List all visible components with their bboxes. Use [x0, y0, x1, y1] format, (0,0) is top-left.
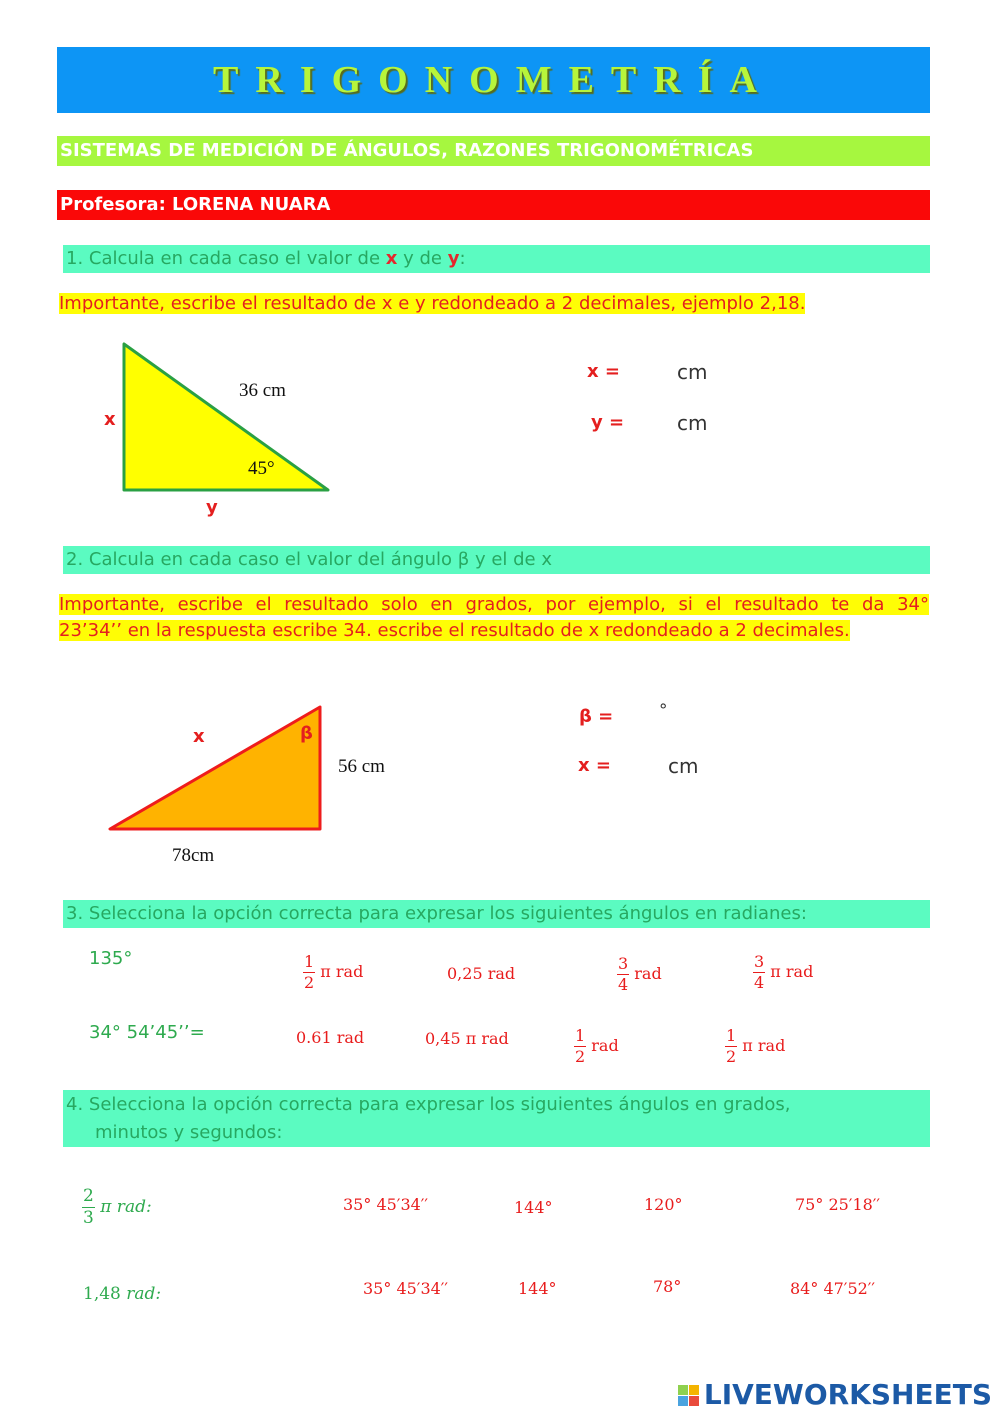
logo-text: LIVEWORKSHEETS	[703, 1378, 992, 1411]
option-text: rad	[634, 964, 662, 983]
q3-row2-option-1[interactable]: 0.61 rad	[296, 1028, 365, 1047]
question-2-band	[63, 546, 930, 574]
angle-value: 1,48	[83, 1284, 121, 1304]
option-text: π rad	[770, 962, 814, 981]
q3-row1-option-1[interactable]	[303, 954, 363, 991]
answer-1-y-label: y =	[591, 412, 625, 433]
triangle-1	[124, 344, 328, 490]
question-2-note	[59, 592, 929, 644]
fraction	[82, 1188, 95, 1227]
triangle-1-x-label: x	[104, 409, 116, 430]
fraction-denominator: 2	[575, 1047, 586, 1066]
question-1-x: x	[385, 248, 398, 269]
q3-row1-option-3[interactable]	[617, 956, 662, 993]
question-1-y: y	[447, 248, 460, 269]
triangle-1-hypotenuse-label: 36 cm	[239, 380, 286, 401]
fraction-numerator: 1	[575, 1026, 586, 1045]
q3-row1-angle: 135°	[89, 948, 133, 969]
answer-1-x-label: x =	[587, 361, 620, 382]
q3-row2-angle: 34° 54’45’’=	[89, 1022, 205, 1043]
triangle-1-angle-label: 45°	[248, 458, 275, 479]
q4-row2-option-4[interactable]: 84° 47′52′′	[790, 1279, 876, 1298]
triangle-2-base-label: 78cm	[172, 845, 215, 866]
fraction-numerator: 3	[754, 952, 765, 971]
question-2-note-line1: Importante, escribe el resultado solo en grados, por ejemplo, si el resultado te da 34°	[59, 594, 929, 615]
fraction-numerator: 1	[726, 1026, 737, 1045]
q4-row2-option-1[interactable]: 35° 45′34′′	[363, 1279, 449, 1298]
q4-row2-option-2[interactable]: 144°	[518, 1279, 557, 1298]
fraction-denominator: 3	[83, 1208, 94, 1228]
q3-row2-option-3[interactable]	[574, 1028, 619, 1065]
option-text: rad	[591, 1036, 619, 1055]
fraction	[617, 956, 629, 993]
question-3-band	[63, 900, 930, 928]
question-4-line1: 4. Selecciona la opción correcta para expresar los siguientes ángulos en grados,	[66, 1094, 791, 1115]
q4-row1-option-1[interactable]: 35° 45′34′′	[343, 1195, 429, 1214]
q3-row2-option-4[interactable]	[725, 1028, 785, 1065]
fraction-numerator: 1	[304, 952, 315, 971]
q4-row1-option-2[interactable]: 144°	[514, 1198, 553, 1217]
liveworksheets-logo	[678, 1378, 992, 1411]
angle-unit: rad:	[126, 1284, 162, 1304]
question-4-band	[63, 1090, 930, 1147]
fraction	[303, 954, 315, 991]
answer-2-x-unit: cm	[668, 754, 699, 778]
fraction	[574, 1028, 586, 1065]
fraction-numerator: 3	[618, 954, 629, 973]
q3-row1-option-2[interactable]: 0,25 rad	[447, 964, 516, 983]
q4-row1-option-4[interactable]: 75° 25′18′′	[795, 1195, 881, 1214]
triangle-2	[110, 707, 320, 829]
question-2-text: 2. Calcula en cada caso el valor del ángulo β y el de x	[66, 549, 552, 570]
q3-row1-option-4[interactable]	[753, 954, 813, 991]
question-2-note-line2: 23’34’’ en la respuesta escribe 34. escribe el resultado de x redondeado a 2 decimales.	[59, 620, 850, 641]
triangle-1-y-label: y	[206, 497, 218, 518]
answer-1-x-unit: cm	[677, 360, 708, 384]
question-4-line2: minutos y segundos:	[95, 1122, 283, 1143]
teacher-name: Profesora: LORENA NUARA	[60, 194, 331, 215]
q4-row2-angle	[83, 1284, 161, 1304]
answer-2-beta-label: β =	[579, 706, 614, 727]
question-3-text: 3. Selecciona la opción correcta para expresar los siguientes ángulos en radianes:	[66, 903, 807, 924]
triangle-2-vertical-label: 56 cm	[338, 756, 385, 777]
angle-unit: π rad:	[100, 1197, 152, 1217]
triangle-2-x-label: x	[193, 726, 205, 747]
q4-row1-angle	[82, 1188, 152, 1227]
fraction-denominator: 2	[726, 1047, 737, 1066]
q4-row1-option-3[interactable]: 120°	[644, 1195, 683, 1214]
fraction-denominator: 2	[304, 973, 315, 992]
fraction-denominator: 4	[618, 975, 629, 994]
q3-row2-option-2[interactable]: 0,45 π rad	[425, 1029, 509, 1048]
fraction	[725, 1028, 737, 1065]
q4-row2-option-3[interactable]: 78°	[653, 1277, 682, 1296]
fraction-denominator: 4	[754, 973, 765, 992]
fraction-numerator: 2	[83, 1186, 94, 1206]
answer-2-x-label: x =	[578, 755, 611, 776]
option-text: π rad	[742, 1036, 786, 1055]
fraction	[753, 954, 765, 991]
triangle-2-beta-label: β	[300, 723, 313, 744]
answer-1-y-unit: cm	[677, 411, 708, 435]
question-1-suffix: :	[459, 248, 466, 269]
subtitle: SISTEMAS DE MEDICIÓN DE ÁNGULOS, RAZONES TRIGONOMÉTRICAS	[60, 140, 754, 161]
option-text: π rad	[320, 962, 364, 981]
answer-2-beta-unit: °	[659, 701, 668, 721]
page-title: TRIGONOMETRÍA	[213, 59, 774, 101]
question-1-mid: y de	[397, 248, 448, 269]
logo-icon	[678, 1385, 700, 1407]
question-1-prefix: 1. Calcula en cada caso el valor de	[66, 248, 386, 269]
question-1-note-text: Importante, escribe el resultado de x e y redondeado a 2 decimales, ejemplo 2,18.	[59, 293, 806, 314]
